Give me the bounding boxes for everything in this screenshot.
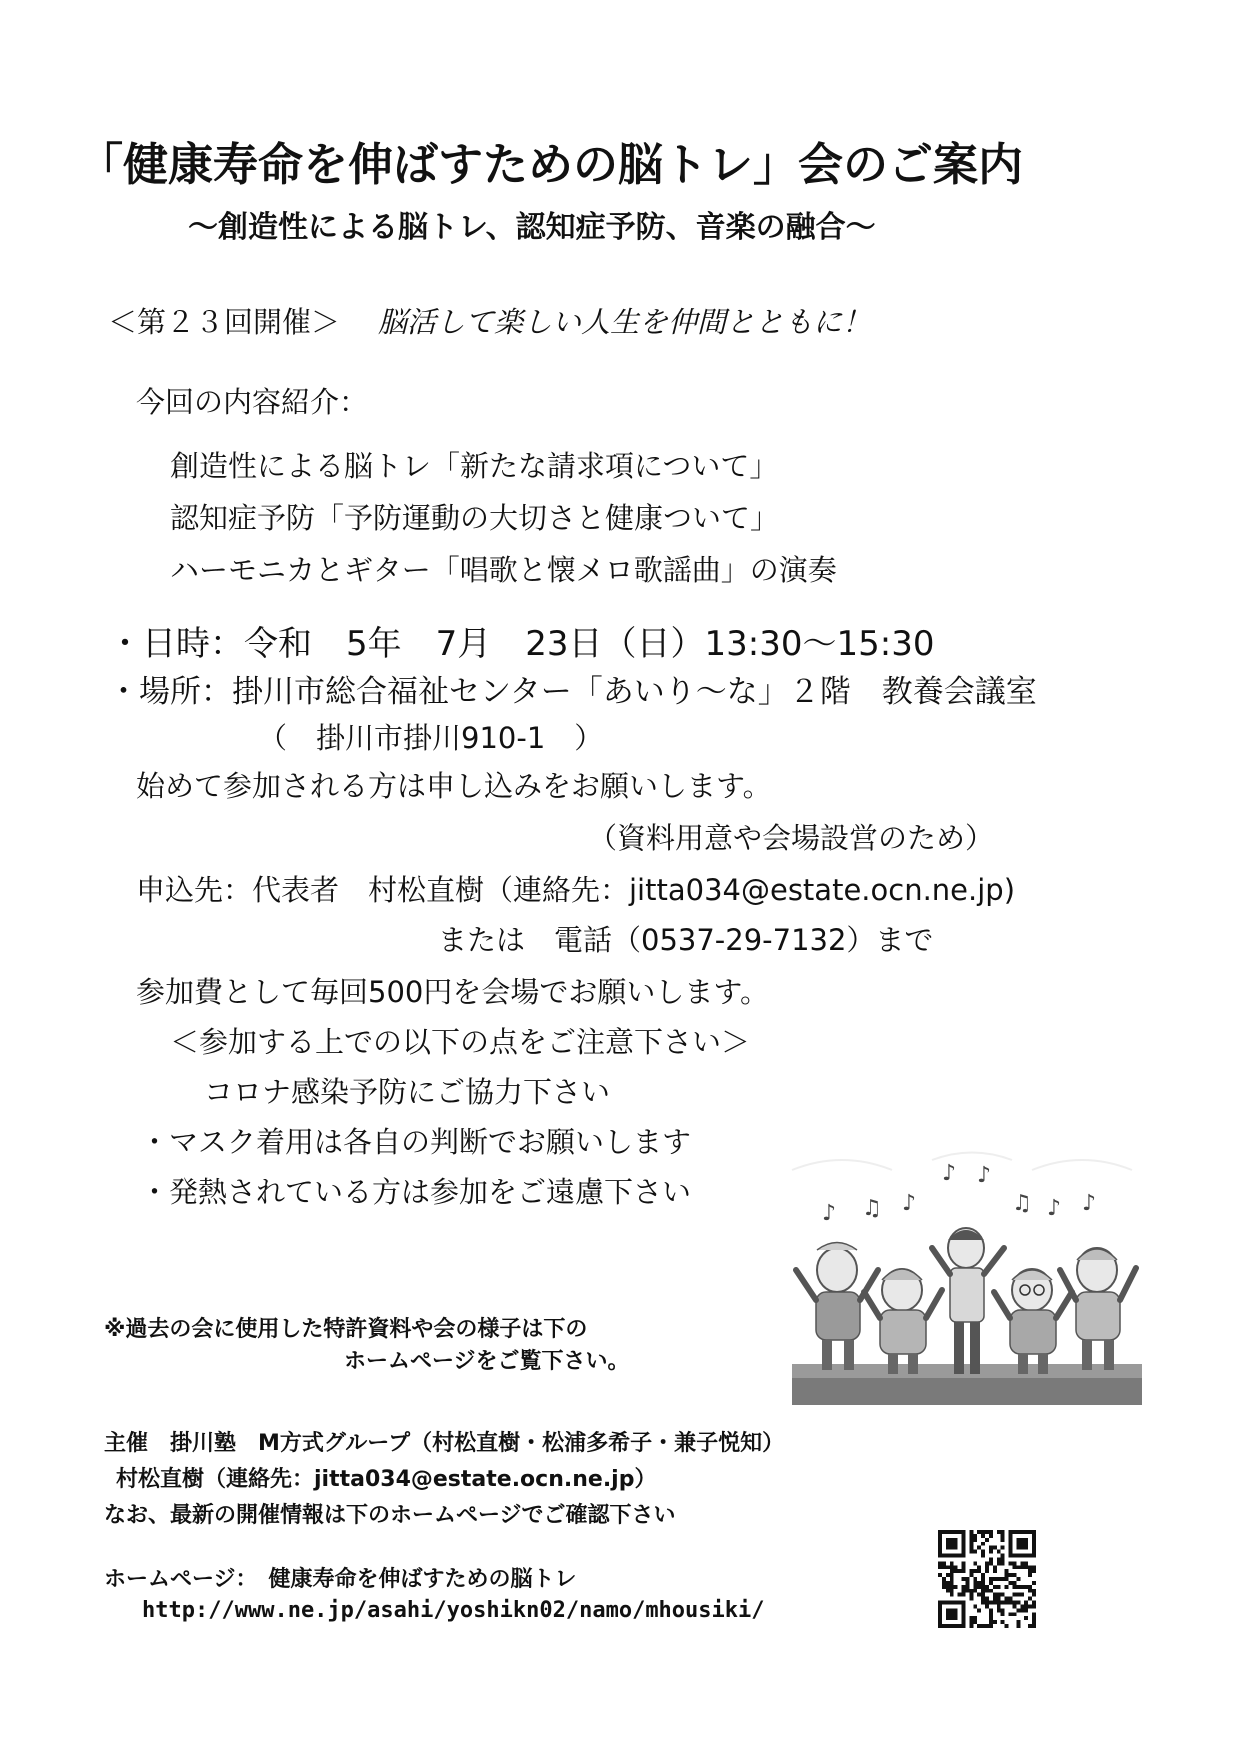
past-info-line2: ホームページをご覧下さい。 <box>344 1349 630 1374</box>
svg-text:♫: ♫ <box>1012 1191 1032 1216</box>
organizer-contact: 村松直樹（連絡先：jitta034@estate.ocn.ne.jp） <box>116 1467 657 1492</box>
event-place: ・場所：掛川市総合福祉センター「あいり～な」２階 教養会議室 <box>108 674 1037 710</box>
singing-seniors-illustration <box>782 1140 1150 1410</box>
svg-text:♪: ♪ <box>942 1161 957 1186</box>
event-address: （ 掛川市掛川910-1 ） <box>258 721 604 755</box>
apply-reason: （資料用意や会場設営のため） <box>588 821 995 855</box>
past-info-line1: ※過去の会に使用した特許資料や会の様子は下の <box>104 1317 588 1342</box>
notice-item: ・発熱されている方は参加をご遠慮下さい <box>140 1175 692 1209</box>
apply-note: 始めて参加される方は申し込みをお願いします。 <box>136 769 772 803</box>
notice-item: コロナ感染予防にご協力下さい <box>204 1075 611 1109</box>
latest-info-note: なお、最新の開催情報は下のホームページでご確認下さい <box>104 1503 676 1528</box>
fee-note: 参加費として毎回500円を会場でお願いします。 <box>136 975 770 1009</box>
content-item: ハーモニカとギター「唱歌と懐メロ歌謡曲」の演奏 <box>170 553 837 587</box>
svg-text:♪: ♪ <box>977 1163 992 1188</box>
event-datetime: ・日時：令和 5年 7月 23日（日）13:30～15:30 <box>108 624 935 664</box>
homepage-url[interactable]: http://www.ne.jp/asahi/yoshikn02/namo/mhousiki/ <box>142 1598 765 1623</box>
session-label: ＜第２３回開催＞ <box>108 305 341 339</box>
contact-info: 申込先：代表者 村松直樹（連絡先：jitta034@estate.ocn.ne.jp) <box>136 873 1016 907</box>
svg-text:♪: ♪ <box>902 1191 917 1216</box>
notice-item: ・マスク着用は各自の判断でお願いします <box>140 1125 692 1159</box>
qr-code <box>938 1530 1036 1628</box>
homepage-label: ホームページ： 健康寿命を伸ばすための脳トレ <box>104 1567 577 1592</box>
content-item: 創造性による脳トレ「新たな請求項について」 <box>170 449 779 483</box>
contact-phone: または 電話（0537-29-7132）まで <box>438 923 934 957</box>
svg-text:♪: ♪ <box>822 1201 837 1226</box>
contents-intro: 今回の内容紹介： <box>136 385 369 419</box>
svg-text:♫: ♫ <box>862 1196 882 1221</box>
content-item: 認知症予防「予防運動の大切さと健康ついて」 <box>170 501 780 535</box>
page-title: 「健康寿命を伸ばすための脳トレ」会のご案内 <box>78 138 1024 191</box>
svg-text:♪: ♪ <box>1082 1191 1097 1216</box>
session-line <box>108 300 871 341</box>
svg-text:♪: ♪ <box>1047 1196 1062 1221</box>
page-subtitle: ～創造性による脳トレ、認知症予防、音楽の融合～ <box>188 210 876 245</box>
organizer: 主催 掛川塾 M方式グループ（村松直樹・松浦多希子・兼子悦知） <box>104 1431 785 1456</box>
notice-heading: ＜参加する上での以下の点をご注意下さい＞ <box>170 1025 751 1059</box>
session-slogan: 脳活して楽しい人生を仲間とともに！ <box>378 305 872 339</box>
